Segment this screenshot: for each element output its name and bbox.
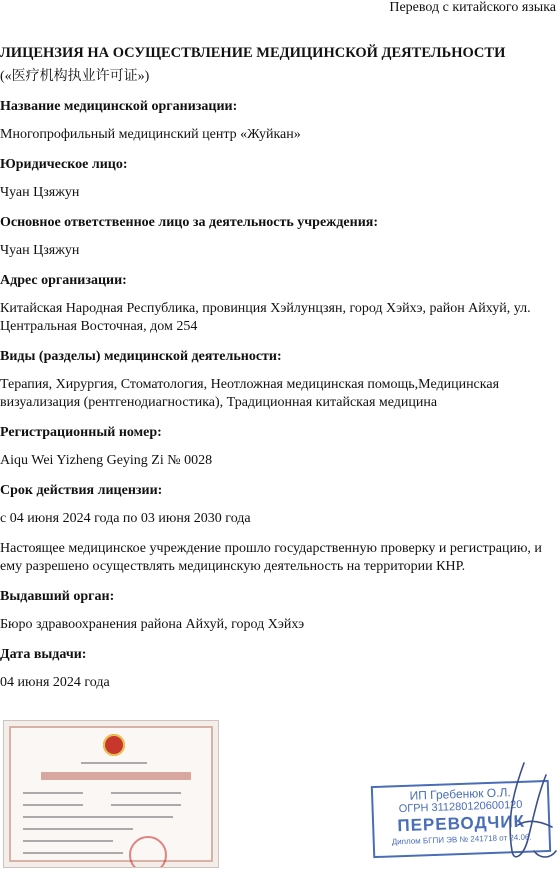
field-label-issuer: Выдавший орган: xyxy=(0,589,115,604)
stamp-line-2: ОГРН 311280120600120 xyxy=(398,798,523,816)
field-value-issue-date: 04 июня 2024 года xyxy=(0,675,110,690)
field-value-validity: с 04 июня 2024 года по 03 июня 2030 года xyxy=(0,511,251,526)
stamp-line-4: Диплом БГПИ ЭВ № 241718 от 24.06. xyxy=(391,832,532,847)
field-value-responsible-person: Чуан Цзяжун xyxy=(0,243,80,258)
field-label-issue-date: Дата выдачи: xyxy=(0,647,87,662)
stamp-line-1: ИП Гребенюк О.Л. xyxy=(409,785,511,803)
state-emblem-icon xyxy=(103,734,125,756)
translation-note: Перевод с китайского языка xyxy=(389,0,556,15)
field-value-issuer: Бюро здравоохранения района Айхуй, город Хэйхэ xyxy=(0,617,305,632)
license-certificate-image xyxy=(3,720,219,868)
field-value-activities: Терапия, Хирургия, Стоматология, Неотложная медицинская помощь,Медицинская визуализация (рентгенодиагностика), Традиционная китайская медицина xyxy=(0,377,500,410)
field-label-organization: Название медицинской организации: xyxy=(0,99,238,114)
signature-icon xyxy=(494,755,560,867)
document-title: ЛИЦЕНЗИЯ НА ОСУЩЕСТВЛЕНИЕ МЕДИЦИНСКОЙ ДЕЯТЕЛЬНОСТИ xyxy=(0,45,506,61)
statement-text: Настоящее медицинское учреждение прошло государственную проверку и регистрацию, и ему разрешено осуществлять медицинскую деятельность на территории КНР. xyxy=(0,541,542,574)
field-label-validity: Срок действия лицензии: xyxy=(0,483,163,498)
field-value-registration-number: Aiqu Wei Yizheng Geying Zi № 0028 xyxy=(0,453,213,468)
field-value-legal-entity: Чуан Цзяжун xyxy=(0,185,80,200)
field-value-organization: Многопрофильный медицинский центр «Жуйкан» xyxy=(0,127,301,142)
field-label-legal-entity: Юридическое лицо: xyxy=(0,157,128,172)
stamp-line-3: ПЕРЕВОДЧИК xyxy=(397,811,526,836)
field-label-activities: Виды (разделы) медицинской деятельности: xyxy=(0,349,282,364)
document-subtitle: («医疗机构执业许可证») xyxy=(0,69,150,84)
red-seal-icon xyxy=(129,836,167,868)
document-body xyxy=(0,44,556,692)
field-label-address: Адрес организации: xyxy=(0,273,127,288)
field-label-responsible-person: Основное ответственное лицо за деятельность учреждения: xyxy=(0,215,378,230)
field-value-address: Китайская Народная Республика, провинция Хэйлунцзян, город Хэйхэ, район Айхуй, ул. Центральная Восточная, дом 254 xyxy=(0,301,531,334)
field-label-registration-number: Регистрационный номер: xyxy=(0,425,162,440)
